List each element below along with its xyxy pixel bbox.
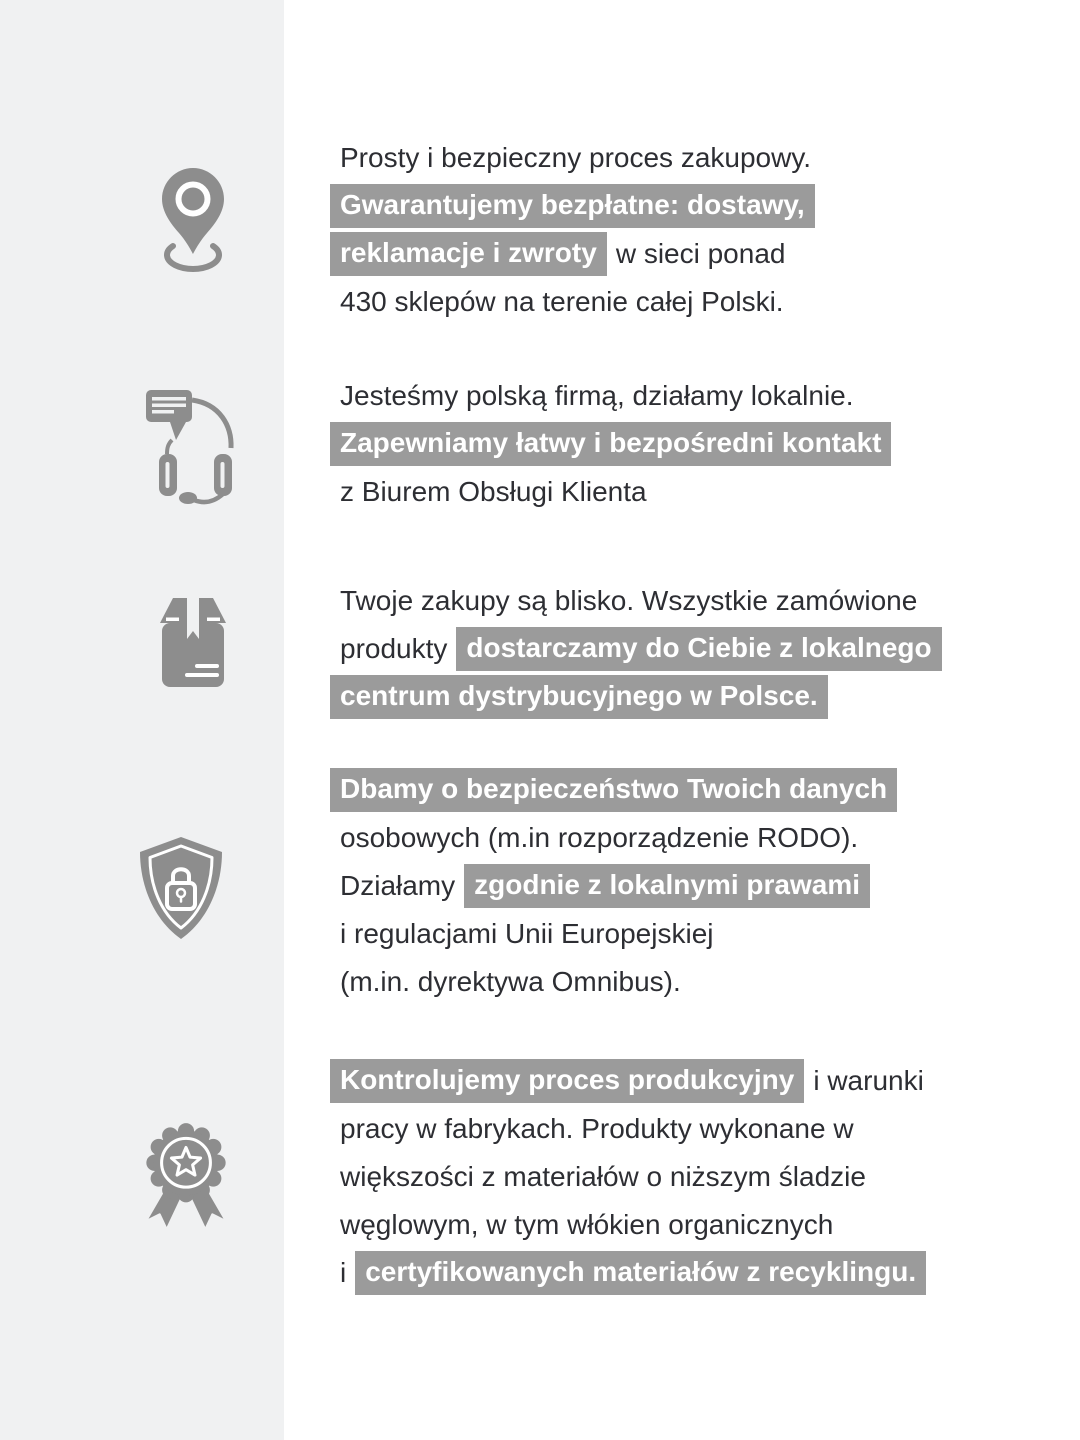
benefit-text: 430 sklepów na terenie całej Polski. — [340, 286, 784, 317]
highlighted-text: dostarczamy do Ciebie z lokalnego — [456, 627, 941, 671]
text-line — [340, 673, 942, 721]
highlighted-text: Gwarantujemy bezpłatne: dostawy, — [330, 184, 815, 228]
text-line — [340, 814, 897, 862]
text-line — [340, 1201, 926, 1249]
text-line — [340, 230, 815, 278]
highlighted-text: centrum dystrybucyjnego w Polsce. — [330, 675, 828, 719]
highlighted-text: zgodnie z lokalnymi prawami — [464, 864, 870, 908]
benefit-text: i — [340, 1257, 347, 1288]
highlighted-text: Kontrolujemy proces produkcyjny — [330, 1059, 804, 1103]
benefit-text: Działamy — [340, 870, 456, 901]
package-icon — [148, 592, 238, 694]
benefit-text: większości z materiałów o niższym śladzie — [340, 1161, 866, 1192]
highlighted-text: certyfikowanych materiałów z recyklingu. — [355, 1251, 926, 1295]
text-line — [340, 1105, 926, 1153]
text-line — [340, 468, 891, 516]
text-line — [340, 1249, 926, 1297]
benefit-block-production-control — [340, 1057, 926, 1297]
text-line — [340, 182, 815, 230]
location-pin-icon — [148, 166, 238, 280]
text-line — [340, 862, 897, 910]
text-line — [340, 577, 942, 625]
highlighted-text: reklamacje i zwroty — [330, 232, 607, 276]
text-line — [340, 134, 815, 182]
benefit-text: węglowym, w tym włókien organicznych — [340, 1209, 834, 1240]
shield-lock-icon — [133, 834, 229, 942]
benefit-text: Twoje zakupy są blisko. Wszystkie zamówione — [340, 585, 918, 616]
benefit-text: Jesteśmy polską firmą, działamy lokalnie. — [340, 380, 854, 411]
text-line — [340, 766, 897, 814]
benefit-text: z Biurem Obsługi Klienta — [340, 476, 647, 507]
text-line — [340, 910, 897, 958]
text-line — [340, 625, 942, 673]
benefit-text: i warunki — [813, 1065, 924, 1096]
text-line — [340, 278, 815, 326]
benefit-text: (m.in. dyrektywa Omnibus). — [340, 966, 681, 997]
text-line — [340, 420, 891, 468]
text-line — [340, 1057, 926, 1105]
text-line — [340, 372, 891, 420]
benefit-text: osobowych (m.in rozporządzenie RODO). — [340, 822, 859, 853]
benefit-text: pracy w fabrykach. Produkty wykonane w — [340, 1113, 854, 1144]
benefit-block-local-contact — [340, 372, 891, 516]
support-chat-headset-icon — [134, 386, 240, 506]
highlighted-text: Zapewniamy łatwy i bezpośredni kontakt — [330, 422, 891, 466]
award-ribbon-icon — [130, 1118, 242, 1238]
highlighted-text: Dbamy o bezpieczeństwo Twoich danych — [330, 768, 897, 812]
benefit-block-free-delivery — [340, 134, 815, 326]
benefit-text: Prosty i bezpieczny proces zakupowy. — [340, 142, 812, 173]
benefit-text: w sieci ponad — [615, 238, 786, 269]
benefit-text: i regulacjami Unii Europejskiej — [340, 918, 714, 949]
benefit-block-data-security — [340, 766, 897, 1006]
text-line — [340, 1153, 926, 1201]
benefit-text: produkty — [340, 633, 448, 664]
text-line — [340, 958, 897, 1006]
benefit-block-local-distribution — [340, 577, 942, 721]
